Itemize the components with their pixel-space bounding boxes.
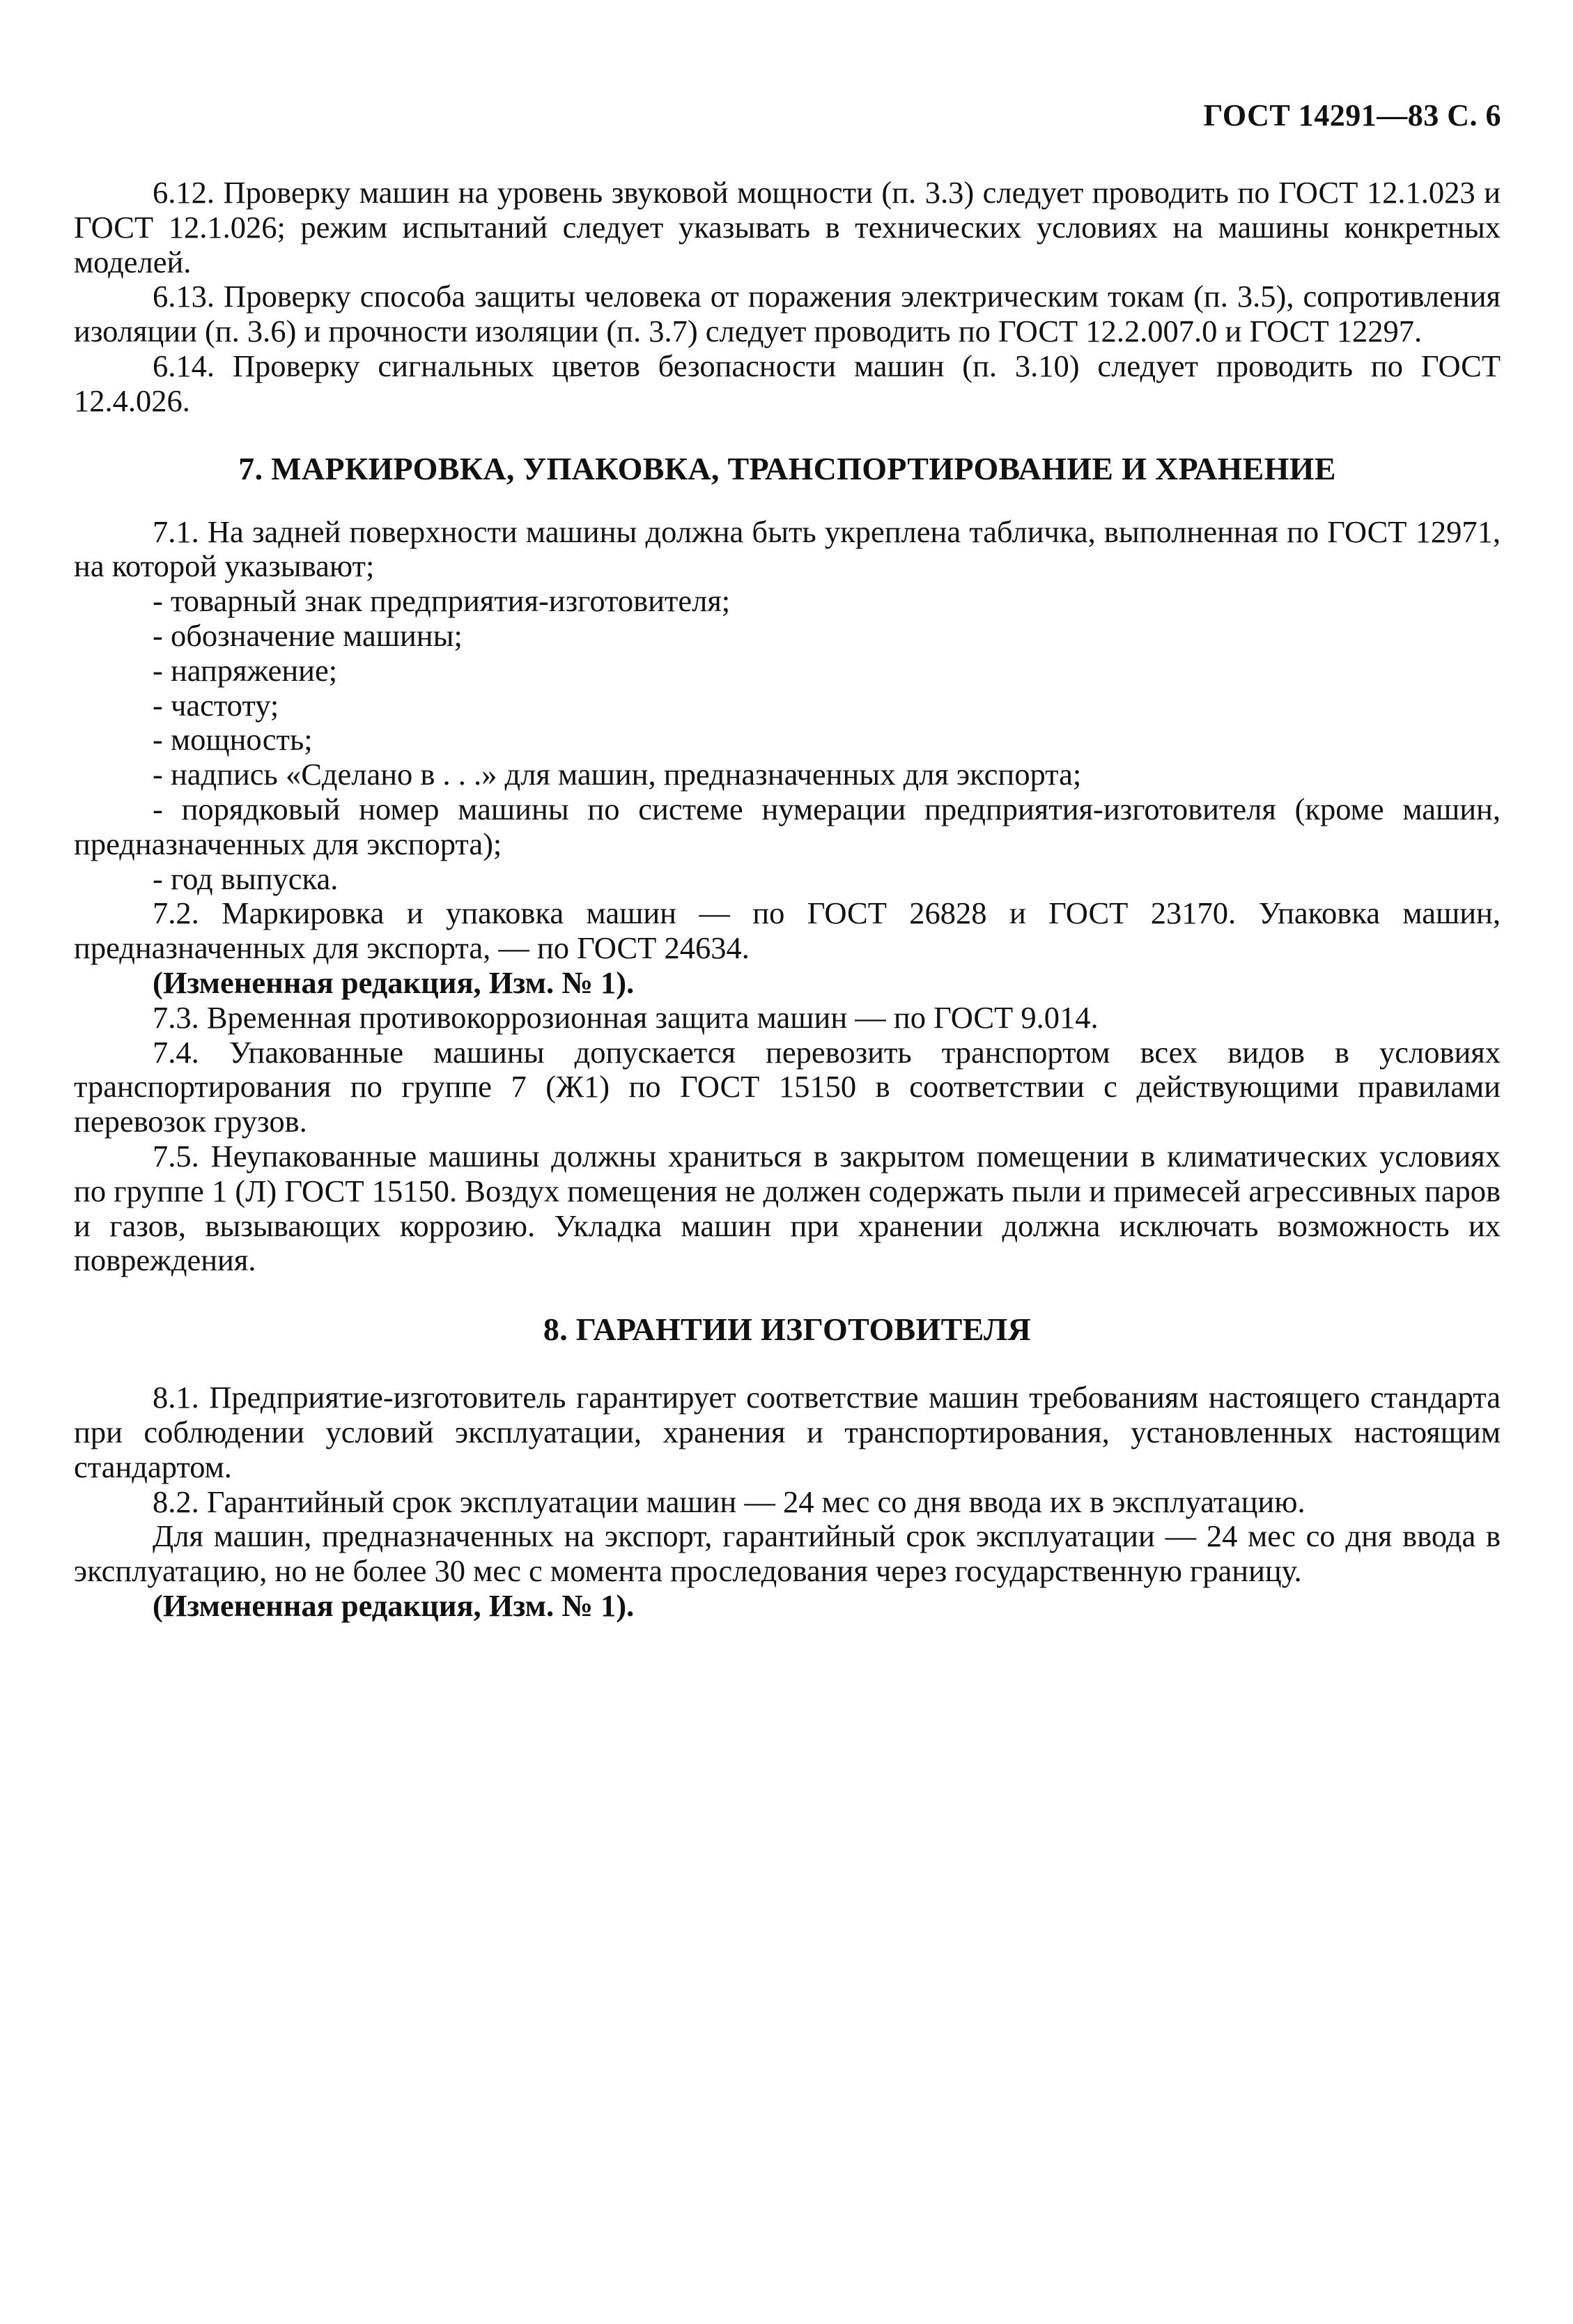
paragraph-6-12: 6.12. Проверку машин на уровень звуковой мощности (п. 3.3) следует проводить по ГОСТ 12.1.023 и ГОСТ 12.1.026; режим испытаний следует указывать в технических условиях на машины конкретных моделей.: [74, 175, 1501, 279]
paragraph-8-2-export: Для машин, предназначенных на экспорт, гарантийный срок эксплуатации — 24 мес со дня ввода в эксплуатацию, но не более 30 мес с момента проследования через государственную границу.: [74, 1518, 1501, 1589]
amendment-note: (Измененная редакция, Изм. № 1).: [153, 1587, 635, 1623]
section-8-title: 8. ГАРАНТИИ ИЗГОТОВИТЕЛЯ: [543, 1311, 1032, 1348]
page-header-doc-ref: ГОСТ 14291—83 С. 6: [1203, 98, 1501, 132]
list-item: - обозначение машины;: [153, 617, 463, 653]
list-item: - надпись «Сделано в . . .» для машин, предназначенных для экспорта;: [153, 757, 1082, 792]
paragraph-8-1: 8.1. Предприятие-изготовитель гарантирует соответствие машин требованиям настоящего стандарта при соблюдении условий эксплуатации, хранения и транспортирования, установленных настоящим стандартом.: [74, 1380, 1501, 1484]
list-item: - товарный знак предприятия-изготовителя;: [153, 583, 731, 619]
paragraph-7-4: 7.4. Упакованные машины допускается перевозить транспортом всех видов в условиях транспортирования по группе 7 (Ж1) по ГОСТ 15150 в соответствии с действующими правилами перевозок грузов.: [74, 1034, 1501, 1139]
list-item: - год выпуска.: [153, 861, 339, 896]
section-7-title: 7. МАРКИРОВКА, УПАКОВКА, ТРАНСПОРТИРОВАНИЕ И ХРАНЕНИЕ: [238, 450, 1336, 486]
paragraph-8-2: 8.2. Гарантийный срок эксплуатации машин — 24 мес со дня ввода их в эксплуатацию.: [153, 1484, 1305, 1519]
amendment-note: (Измененная редакция, Изм. № 1).: [153, 964, 635, 1000]
paragraph-6-13: 6.13. Проверку способа защиты человека от поражения электрическим токам (п. 3.5), сопротивления изоляции (п. 3.6) и прочности изоляции (п. 3.7) следует проводить по ГОСТ 12.2.007.0 и ГОСТ 12297.: [74, 279, 1501, 349]
list-item: - напряжение;: [153, 652, 338, 688]
document-body: [74, 176, 1501, 1624]
paragraph-6-14: 6.14. Проверку сигнальных цветов безопасности машин (п. 3.10) следует проводить по ГОСТ 12.4.026.: [74, 348, 1501, 418]
paragraph-7-1: 7.1. На задней поверхности машины должна быть укреплена табличка, выполненная по ГОСТ 12971, на которой указывают;: [74, 514, 1501, 584]
list-item: - частоту;: [153, 687, 279, 723]
paragraph-7-5: 7.5. Неупакованные машины должны храниться в закрытом помещении в климатических условиях по группе 1 (Л) ГОСТ 15150. Воздух помещения не должен содержать пыли и примесей агрессивных паров и газов, вызывающих коррозию. Укладка машин при хранении должна исключать возможность их повреждения.: [74, 1138, 1501, 1278]
paragraph-7-2: 7.2. Маркировка и упаковка машин — по ГОСТ 26828 и ГОСТ 23170. Упаковка машин, предназначенных для экспорта, — по ГОСТ 24634.: [74, 895, 1501, 966]
list-item: - порядковый номер машины по системе нумерации предприятия-изготовителя (кроме машин, предназначенных для экспорта);: [74, 791, 1501, 861]
paragraph-7-3: 7.3. Временная противокоррозионная защита машин — по ГОСТ 9.014.: [153, 999, 1099, 1035]
list-item: - мощность;: [153, 722, 313, 757]
